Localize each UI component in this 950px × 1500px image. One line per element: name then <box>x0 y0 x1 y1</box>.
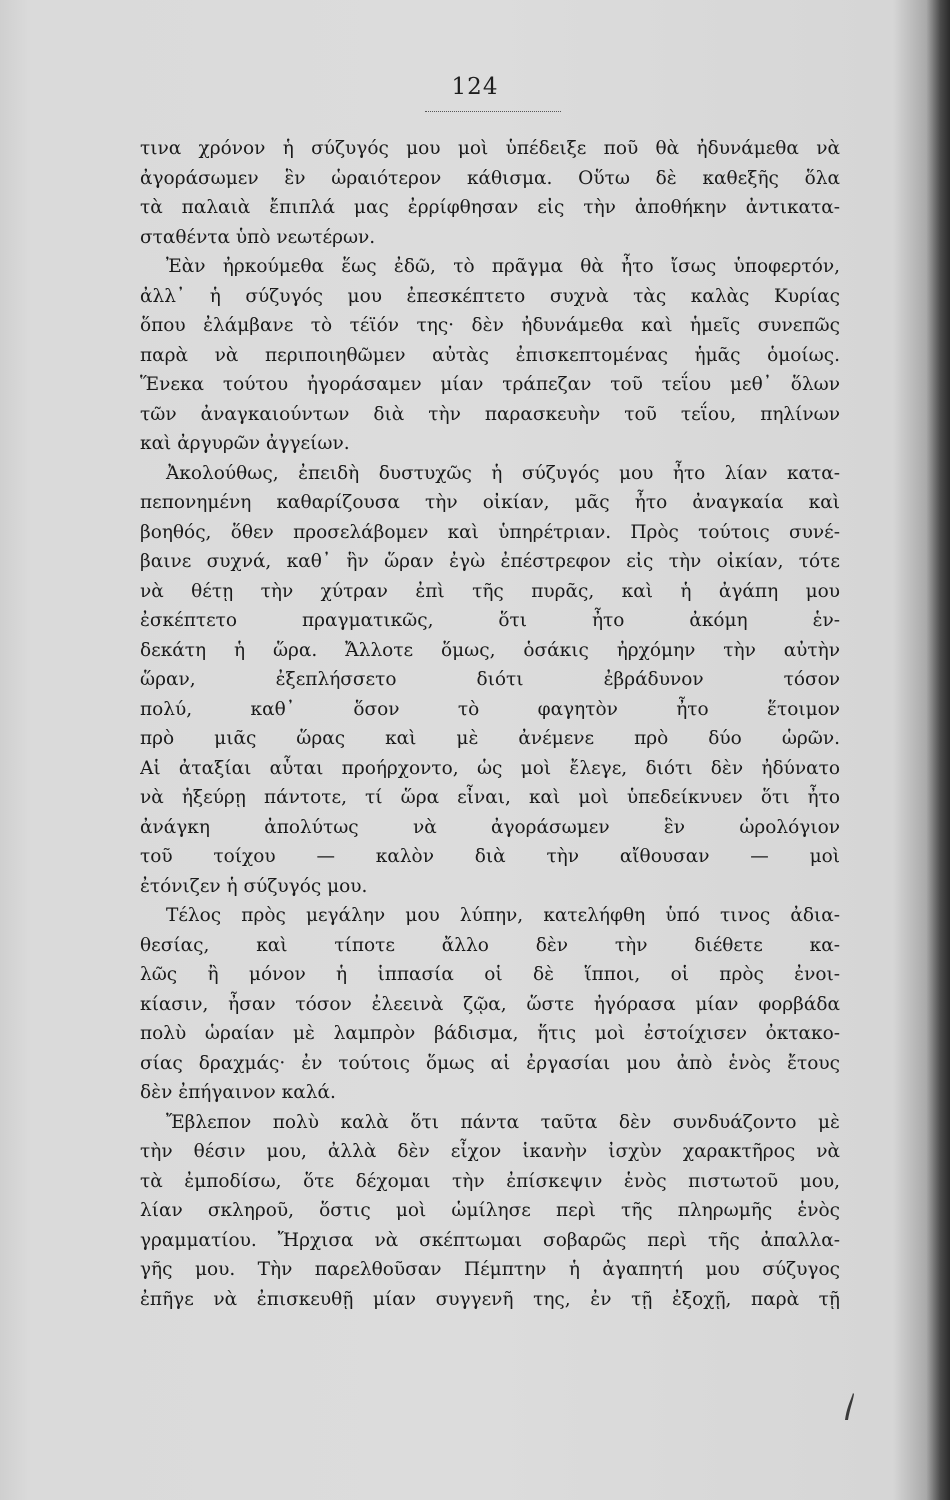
text-line: σταθέντα ὑπὸ νεωτέρων. <box>140 226 376 248</box>
text-line: βοηθός, ὅθεν προσελάβομεν καὶ ὑπηρέτριαν. Πρὸς τούτοις συνέ- <box>140 521 840 543</box>
text-line: νὰ ἠξεύρῃ πάντοτε, τί ὥρα εἶναι, καὶ μοὶ ὑπεδείκνυεν ὅτι ἦτο <box>140 787 840 808</box>
text-line: τοῦ τοίχου — καλὸν διὰ τὴν αἴθουσαν — μοὶ <box>140 846 840 867</box>
text-line: τῶν ἀναγκαιούντων διὰ τὴν παρασκευὴν τοῦ τεΐου, πηλίνων <box>140 403 840 425</box>
text-line: νὰ θέτῃ τὴν χύτραν ἐπὶ τῆς πυρᾶς, καὶ ἡ ἀγάπη μου <box>140 580 840 602</box>
text-line: Τέλος πρὸς μεγάλην μου λύπην, κατελήφθη ὑπό τινος ἀδια- <box>166 905 840 926</box>
text-line: ἐπῆγε νὰ ἐπισκευθῇ μίαν συγγενῆ της, ἐν τῇ ἐξοχῇ, παρὰ τῇ <box>140 1288 840 1310</box>
text-line: γῆς μου. Τὴν παρελθοῦσαν Πέμπτην ἡ ἀγαπητή μου σύζυγος <box>140 1259 840 1280</box>
page-number: 124 <box>451 74 499 100</box>
text-line: ἀλλ᾽ ἡ σύζυγός μου ἐπεσκέπτετο συχνὰ τὰς καλὰς Κυρίας <box>140 285 840 307</box>
text-line: δὲν ἐπήγαινον καλά. <box>140 1082 336 1103</box>
text-line: τὴν θέσιν μου, ἀλλὰ δὲν εἶχον ἱκανὴν ἰσχὺν χαρακτῆρος νὰ <box>140 1141 840 1162</box>
text-line: Ἕνεκα τούτου ἠγοράσαμεν μίαν τράπεζαν τοῦ τεΐου μεθ᾽ ὅλων <box>140 374 840 395</box>
text-line: ἐτόνιζεν ἡ σύζυγός μου. <box>140 875 368 897</box>
text-line: πολύ, καθ᾽ ὅσον τὸ φαγητὸν ἦτο ἕτοιμον <box>140 698 840 720</box>
text-line: παρὰ νὰ περιποιηθῶμεν αὐτὰς ἐπισκεπτομένας ἡμᾶς ὁμοίως. <box>140 344 840 366</box>
header-dotted-rule <box>425 111 561 112</box>
text-line: θεσίας, καὶ τίποτε ἄλλο δὲν τὴν διέθετε κα- <box>140 934 840 956</box>
text-line: ὥραν, ἐξεπλήσσετο διότι ἐβράδυνον τόσον <box>140 669 840 690</box>
text-line: τὰ παλαιὰ ἔπιπλά μας ἐρρίφθησαν εἰς τὴν ἀποθήκην ἀντικατα- <box>140 197 840 218</box>
text-line: λίαν σκληροῦ, ὅστις μοὶ ὡμίλησε περὶ τῆς πληρωμῆς ἑνὸς <box>140 1200 840 1221</box>
text-line: ἀγοράσωμεν ἓν ὡραιότερον κάθισμα. Οὕτω δὲ καθεξῆς ὅλα <box>140 167 840 189</box>
text-line: τινα χρόνον ἡ σύζυγός μου μοὶ ὑπέδειξε ποῦ θὰ ἠδυνάμεθα νὰ <box>140 138 840 159</box>
text-line: Ἀκολούθως, ἐπειδὴ δυστυχῶς ἡ σύζυγός μου ἦτο λίαν κατα- <box>166 462 840 484</box>
text-line: δεκάτη ἡ ὥρα. Ἄλλοτε ὅμως, ὁσάκις ἠρχόμην τὴν αὐτὴν <box>140 639 840 661</box>
body-text <box>140 134 840 1314</box>
text-line: σίας δραχμάς· ἐν τούτοις ὅμως αἱ ἐργασίαι μου ἀπὸ ἑνὸς ἔτους <box>140 1052 840 1074</box>
text-line: ὅπου ἐλάμβανε τὸ τέϊόν της· δὲν ἠδυνάμεθα καὶ ἡμεῖς συνεπῶς <box>140 315 840 336</box>
text-line: γραμματίου. Ἤρχισα νὰ σκέπτωμαι σοβαρῶς περὶ τῆς ἀπαλλα- <box>140 1229 840 1251</box>
text-line: λῶς ἢ μόνον ἡ ἱππασία οἱ δὲ ἵπποι, οἱ πρὸς ἐνοι- <box>140 964 840 985</box>
text-line: κίασιν, ἦσαν τόσον ἐλεεινὰ ζῷα, ὥστε ἠγόρασα μίαν φορβάδα <box>140 993 840 1015</box>
text-line: Ἔβλεπον πολὺ καλὰ ὅτι πάντα ταῦτα δὲν συνδυάζοντο μὲ <box>166 1111 840 1133</box>
ink-mark-icon <box>842 1392 856 1422</box>
text-line: βαινε συχνά, καθ᾽ ἣν ὥραν ἐγὼ ἐπέστρεφον εἰς τὴν οἰκίαν, τότε <box>140 551 840 572</box>
text-line: ἀνάγκη ἀπολύτως νὰ ἀγοράσωμεν ἓν ὡρολόγιον <box>140 816 840 838</box>
text-line: πρὸ μιᾶς ὥρας καὶ μὲ ἀνέμενε πρὸ δύο ὡρῶν. <box>140 728 840 749</box>
text-line: καὶ ἀργυρῶν ἀγγείων. <box>140 433 350 454</box>
text-line: Ἐὰν ἠρκούμεθα ἕως ἐδῶ, τὸ πρᾶγμα θὰ ἦτο ἴσως ὑποφερτόν, <box>166 256 840 277</box>
text-line: Αἱ ἀταξίαι αὗται προήρχοντο, ὡς μοὶ ἔλεγε, διότι δὲν ἠδύνατο <box>140 757 840 779</box>
text-line: τὰ ἐμποδίσω, ὅτε δέχομαι τὴν ἐπίσκεψιν ἑνὸς πιστωτοῦ μου, <box>140 1170 840 1192</box>
text-line: πολὺ ὡραίαν μὲ λαμπρὸν βάδισμα, ἥτις μοὶ ἐστοίχισεν ὀκτακο- <box>140 1023 840 1044</box>
text-line: ἐσκέπτετο πραγματικῶς, ὅτι ἦτο ἀκόμη ἑν- <box>140 610 840 631</box>
text-line: πεπονημένη καθαρίζουσα τὴν οἰκίαν, μᾶς ἦτο ἀναγκαία καὶ <box>140 492 840 513</box>
